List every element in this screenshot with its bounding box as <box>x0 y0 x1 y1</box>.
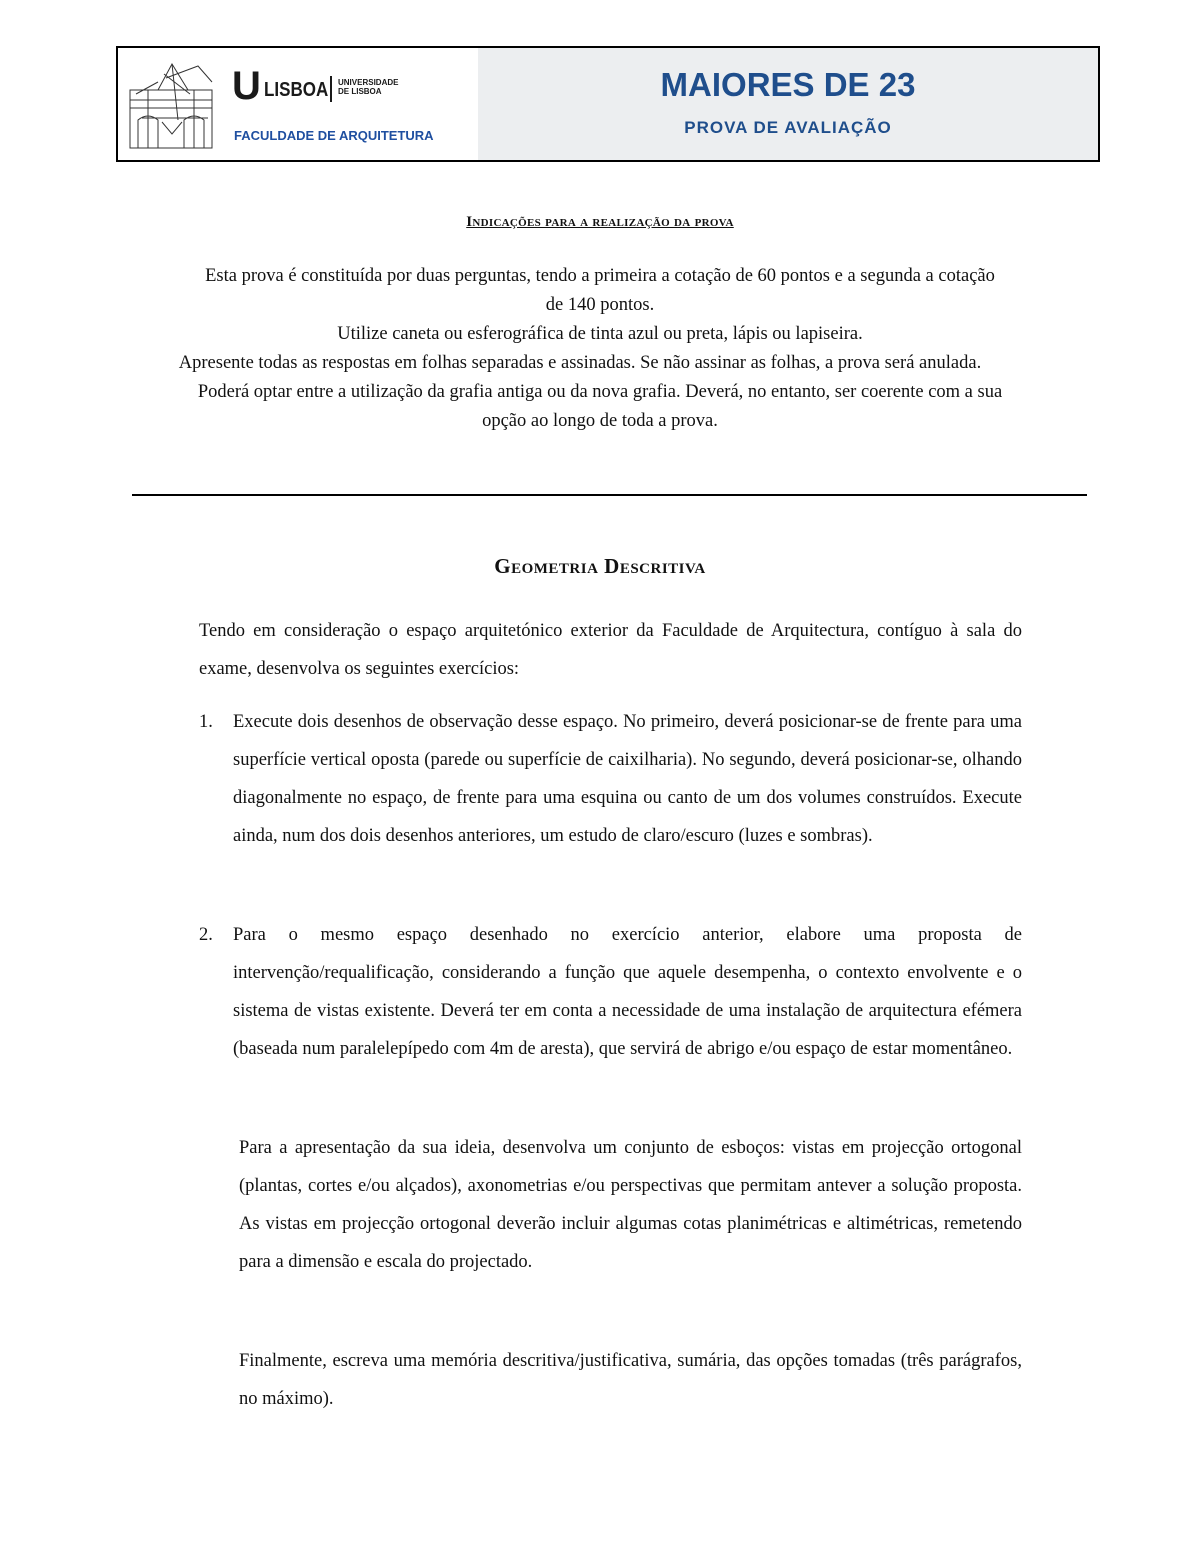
intro-text: Tendo em consideração o espaço arquitetónico exterior da Faculdade de Arquitectura, contíguo à sala do exame, desenvolva os seguintes exercícios: <box>199 621 1022 679</box>
instructions-text <box>120 262 1080 436</box>
instruction-line: Apresente todas as respostas em folhas separadas e assinadas. Se não assinar as folhas, a prova será anulada. <box>178 353 982 373</box>
faculdade-label: FACULDADE DE ARQUITETURA <box>234 128 434 143</box>
logo-universidade: UNIVERSIDADE DE LISBOA <box>338 78 399 96</box>
logo-divider <box>330 76 332 102</box>
paragraph-text: Para a apresentação da sua ideia, desenvolva um conjunto de esboços: vistas em projecção ortogonal (plantas, cortes e/ou alçados), axonometrias e/ou perspectivas que permitam antever a solução proposta. As vistas em projecção ortogonal deverão incluir algumas cotas planimétricas e altimétricas, remetendo para a dimensão e escala do projectado. <box>239 1138 1022 1272</box>
exam-header <box>116 46 1100 162</box>
instructions-heading: Indicações para a realização da prova <box>466 214 734 230</box>
sub-paragraph <box>239 1342 1022 1418</box>
page-subtitle: PROVA DE AVALIAÇÃO <box>684 118 892 137</box>
logo-u: U <box>232 64 261 108</box>
instruction-line: Utilize caneta ou esferográfica de tinta azul ou preta, lápis ou lapiseira. <box>337 324 863 344</box>
logo-lisboa: LISBOA <box>264 79 329 101</box>
section-heading: Geometria Descritiva <box>494 554 706 578</box>
title-area <box>478 48 1098 160</box>
list-number: 2. <box>199 925 213 945</box>
list-number: 1. <box>199 712 213 732</box>
list-item <box>199 703 1022 855</box>
list-text: Execute dois desenhos de observação desse espaço. No primeiro, deverá posicionar-se de frente para uma superfície vertical oposta (parede ou superfície de caixilharia). No segundo, deverá posicionar-se, olhando diagonalmente no espaço, de frente para uma esquina ou canto de um dos volumes construídos. Execute ainda, num dos dois desenhos anteriores, um estudo de claro/escuro (luzes e sombras). <box>233 712 1022 846</box>
section-divider <box>132 494 1087 496</box>
instruction-line: Poderá optar entre a utilização da grafia antiga ou da nova grafia. Deverá, no entanto, ser coerente com a sua opção ao longo de toda a prova. <box>197 382 1003 431</box>
list-item <box>199 916 1022 1068</box>
architecture-sketch-icon <box>128 60 216 150</box>
page-title: MAIORES DE 23 <box>660 66 916 103</box>
sub-paragraph <box>239 1129 1022 1281</box>
intro-paragraph <box>199 612 1022 688</box>
logo-area <box>118 48 478 160</box>
list-text: Para o mesmo espaço desenhado no exercício anterior, elabore uma proposta de intervenção/requalificação, considerando a função que aquele desempenha, o contexto envolvente e o sistema de vistas existente. Deverá ter em conta a necessidade de uma instalação de arquitectura efémera (baseada num paralelepípedo com 4m de aresta), que servirá de abrigo e/ou espaço de estar momentâneo. <box>233 925 1022 1059</box>
instruction-line: Esta prova é constituída por duas perguntas, tendo a primeira a cotação de 60 pontos e a segunda a cotação de 140 pontos. <box>205 266 995 315</box>
paragraph-text: Finalmente, escreva uma memória descritiva/justificativa, sumária, das opções tomadas (três parágrafos, no máximo). <box>239 1351 1022 1409</box>
